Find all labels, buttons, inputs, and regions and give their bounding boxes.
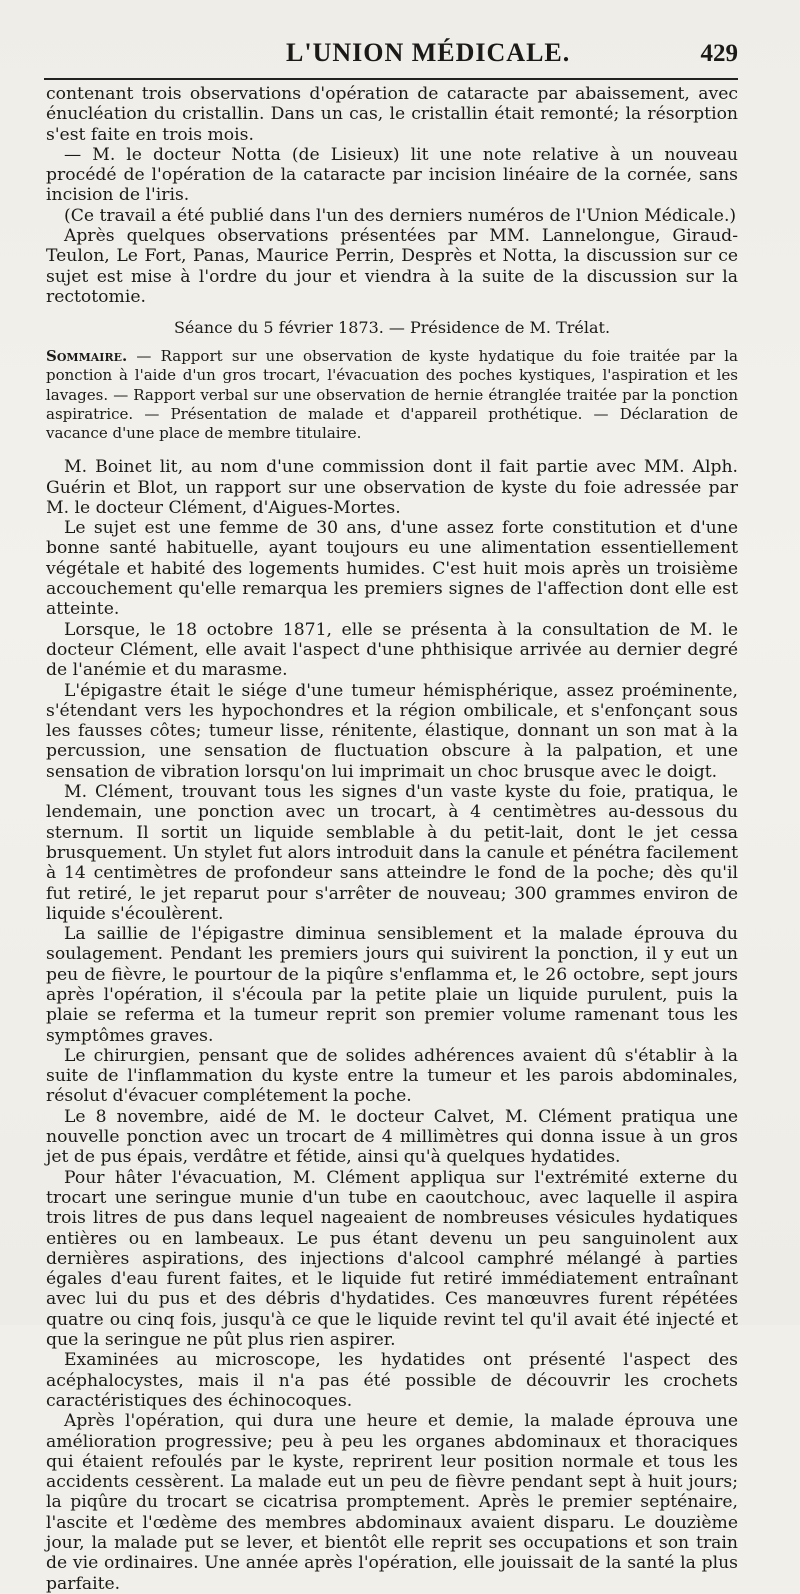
paragraph: — M. le docteur Notta (de Lisieux) lit une note relative à un nouveau procédé de l'opération de la cataracte par incision linéaire de la cornée, sans incision de l'iris. — [46, 144, 738, 206]
header-rule — [44, 78, 738, 80]
session-heading: Séance du 5 février 1873. — Présidence de M. Trélat. — [173, 318, 611, 338]
paragraph: Examinées au microscope, les hydatides ont présenté l'aspect des acéphalocystes, mais il n'a pas été possible de découvrir les crochets caractéristiques des échinocoques. — [46, 1350, 738, 1411]
running-title: L'UNION MÉDICALE. — [286, 38, 571, 67]
paragraph: Le sujet est une femme de 30 ans, d'une assez forte constitution et d'une bonne santé habituelle, ayant toujours eu une alimentation essentiellement végétale et habité des logements humides. C'est huit mois après un troisième accouchement qu'elle remarqua les premiers signes de l'affection dont elle est atteinte. — [46, 518, 738, 620]
paragraph: Après quelques observations présentées par MM. Lannelongue, Giraud-Teulon, Le Fort, Panas, Maurice Perrin, Desprès et Notta, la discussion sur ce sujet est mise à l'ordre du jour et viendra à la suite de la discussion sur la rectotomie. — [46, 226, 738, 307]
paragraph: L'épigastre était le siége d'une tumeur hémisphérique, assez proéminente, s'étendant vers les hypochondres et la région ombilicale, et s'enfonçant sous les fausses côtes; tumeur lisse, rénitente, élastique, donnant un son mat à la percussion, une sensation de fluctuation obscure à la palpation, et une sensation de vibration lorsqu'on lui imprimait un choc brusque avec le doigt. — [46, 680, 738, 782]
paragraph: Après l'opération, qui dura une heure et demie, la malade éprouva une amélioration progressive; peu à peu les organes abdominaux et thoraciques qui étaient refoulés par le kyste, reprirent leur position normale et tous les accidents cessèrent. La malade eut un peu de fièvre pendant sept à huit jours; la piqûre du trocart se cicatrisa promptement. Après le premier septénaire, l'ascite et l'œdème des membres abdominaux avaient disparu. Le douzième jour, la malade put se lever, et bientôt elle reprit ses occupations et son train de vie ordinaires. Une année après l'opération, elle jouissait de la santé la plus parfaite. — [46, 1411, 738, 1594]
page-number: 429 — [700, 40, 738, 67]
paragraph: Pour hâter l'évacuation, M. Clément appliqua sur l'extrémité externe du trocart une seringue munie d'un tube en caoutchouc, avec laquelle il aspira trois litres de pus dans lequel nageaient de nombreuses vésicules hydatiques entières ou en lambeaux. Le pus étant devenu un peu sanguinolent aux dernières aspirations, des injections d'alcool camphré mélangé à parties égales d'eau furent faites, et le liquide fut retiré immédiatement entraînant avec lui du pus et des débris d'hydatides. Ces manœuvres furent répétées quatre ou cinq fois, jusqu'à ce que le liquide revint tel qu'il avait été injecté et que la seringue ne pût plus rien aspirer. — [46, 1167, 738, 1351]
paragraph: Lorsque, le 18 octobre 1871, elle se présenta à la consultation de M. le docteur Clément, elle avait l'aspect d'une phthisique arrivée au dernier degré de l'anémie et du marasme. — [46, 619, 738, 681]
summary-label: Sommaire. — [46, 347, 128, 366]
paragraph: Le chirurgien, pensant que de solides adhérences avaient dû s'établir à la suite de l'inflammation du kyste entre la tumeur et les parois abdominales, résolut d'évacuer complétement la poche. — [46, 1045, 738, 1107]
summary — [46, 347, 738, 443]
paragraph: (Ce travail a été publié dans l'un des derniers numéros de l'Union Médicale.) — [64, 205, 737, 226]
page-header — [46, 38, 738, 74]
paragraph: Le 8 novembre, aidé de M. le docteur Calvet, M. Clément pratiqua une nouvelle ponction avec un trocart de 4 millimètres qui donna issue à un gros jet de pus épais, verdâtre et fétide, ainsi qu'à quelques hydatides. — [46, 1106, 738, 1168]
summary-text: — Rapport sur une observation de kyste hydatique du foie traitée par la ponction à l'aide d'un gros trocart, l'évacuation des poches kystiques, l'aspiration et les lavages. — Rapport verbal sur une observation de hernie étranglée traitée par la ponction aspiratrice. — Présentation de malade et d'appareil prothétique. — Déclaration de vacance d'une place de membre titulaire. — [46, 347, 738, 443]
paragraph: M. Boinet lit, au nom d'une commission dont il fait partie avec MM. Alph. Guérin et Blot, un rapport sur une observation de kyste du foie adressée par M. le docteur Clément, d'Aigues-Mortes. — [46, 457, 738, 518]
paragraph: M. Clément, trouvant tous les signes d'un vaste kyste du foie, pratiqua, le lendemain, une ponction avec un trocart, à 4 centimètres au-dessous du sternum. Il sortit un liquide semblable à du petit-lait, dont le jet cessa brusquement. Un stylet fut alors introduit dans la canule et pénétra facilement à 14 centimètres de profondeur sans atteindre le fond de la poche; dès qu'il fut retiré, le jet reparut pour s'arrêter de nouveau; 300 grammes environ de liquide s'écoulèrent. — [46, 782, 738, 924]
paragraph: contenant trois observations d'opération de cataracte par abaissement, avec énucléation du cristallin. Dans un cas, le cristallin était remonté; la résorption s'est faite en trois mois. — [46, 84, 738, 145]
paragraph: La saillie de l'épigastre diminua sensiblement et la malade éprouva du soulagement. Pendant les premiers jours qui suivirent la ponction, il y eut un peu de fièvre, le pourtour de la piqûre s'enflamma et, le 26 octobre, sept jours après l'opération, il s'écoula par la petite plaie un liquide purulent, puis la plaie se referma et la tumeur reprit son premier volume ramenant tous les symptômes graves. — [46, 924, 738, 1046]
